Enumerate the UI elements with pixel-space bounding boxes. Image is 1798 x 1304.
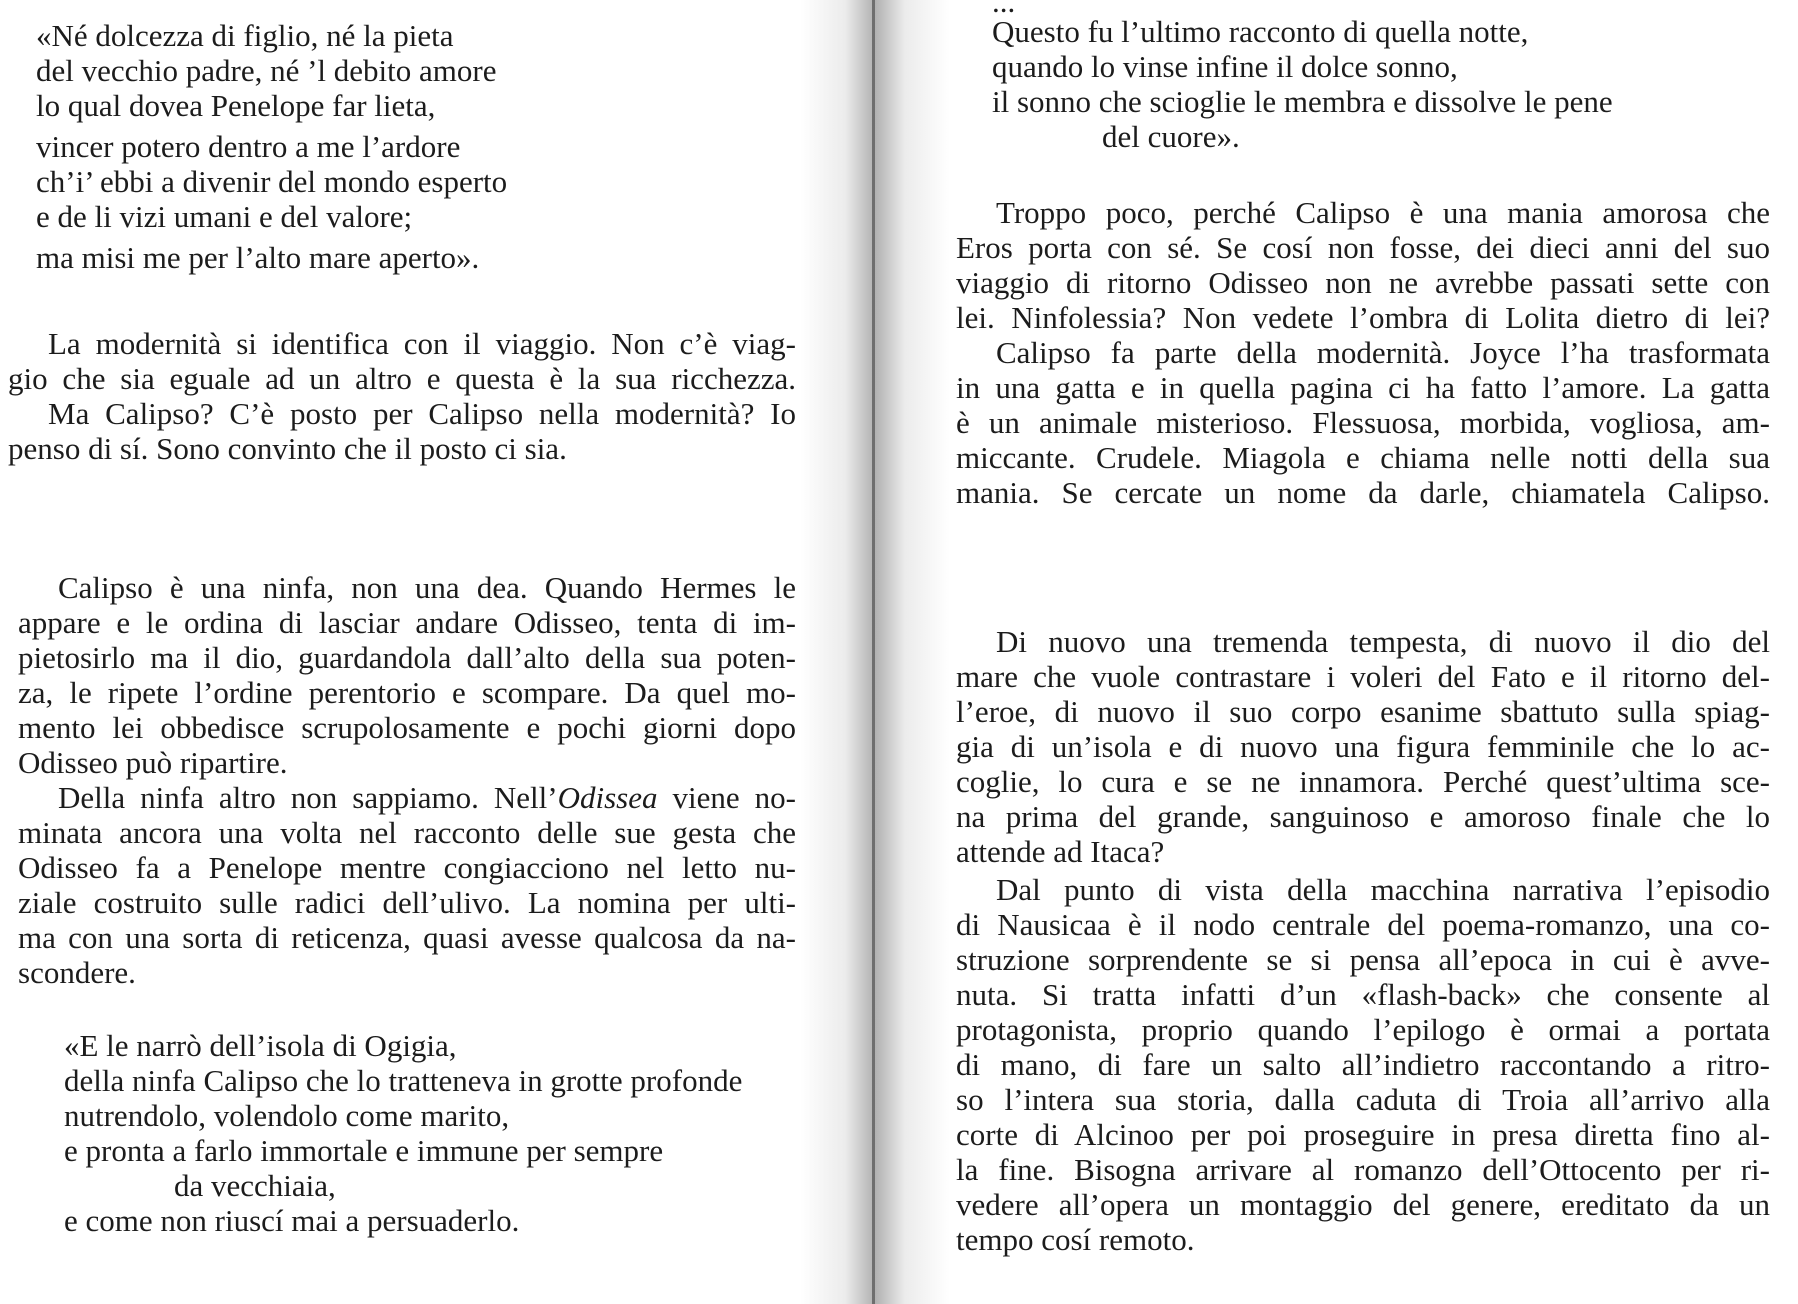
left-paragraph-2: [8, 396, 796, 466]
text-line: coglie, lo cura e se ne innamora. Perché quest’ultima sce-: [956, 764, 1770, 799]
text-line: tempo cosí remoto.: [956, 1222, 1195, 1257]
text-line: struzione sorprendente se si pensa all’epoca in cui è avve-: [956, 942, 1770, 977]
text-line: ma con una sorta di reticenza, quasi avesse qualcosa da na-: [18, 920, 796, 955]
text-line: Troppo poco, perché Calipso è una mania amorosa che: [996, 195, 1770, 230]
text-line: mento lei obbedisce scrupolosamente e pochi giorni dopo: [18, 710, 796, 745]
text-line: Odisseo può ripartire.: [18, 745, 288, 780]
text-run: Della ninfa altro non sappiamo. Nell’: [58, 780, 558, 815]
verse-line: ma misi me per l’alto mare aperto».: [36, 240, 480, 275]
verse-line: vincer potero dentro a me l’ardore: [36, 129, 461, 164]
verse-line: «E le narrò dell’isola di Ogigia,: [64, 1028, 457, 1063]
text-line: di mano, di fare un salto all’indietro raccontando a ritro-: [956, 1047, 1770, 1082]
text-line: mare che vuole contrastare i voleri del Fato e il ritorno del-: [956, 659, 1770, 694]
text-line: appare e le ordina di lasciar andare Odisseo, tenta di im-: [18, 605, 796, 640]
text-line: Calipso fa parte della modernità. Joyce l’ha trasformata: [996, 335, 1770, 370]
text-line: Ma Calipso? C’è posto per Calipso nella modernità? Io: [48, 396, 796, 431]
text-line: di Nausicaa è il nodo centrale del poema-romanzo, una co-: [956, 907, 1770, 942]
text-line: protagonista, proprio quando l’epilogo è ormai a portata: [956, 1012, 1770, 1047]
right-paragraph-4: [956, 872, 1770, 1257]
text-line: La modernità si identifica con il viaggio. Non c’è viag-: [48, 326, 796, 361]
text-line: vedere all’opera un montaggio del genere, ereditato da un: [956, 1187, 1770, 1222]
verse-line: del vecchio padre, né ’l debito amore: [36, 53, 497, 88]
text-line: l’eroe, di nuovo il suo corpo esanime sbattuto sulla spiag-: [956, 694, 1770, 729]
text-line: ziale costruito sulle radici dell’ulivo. La nomina per ulti-: [18, 885, 796, 920]
right-verse-1: [992, 14, 1613, 154]
text-line: Eros porta con sé. Se cosí non fosse, dei dieci anni del suo: [956, 230, 1770, 265]
text-line: pietosirlo ma il dio, guardandola dall’alto della sua poten-: [18, 640, 796, 675]
right-paragraph-2: [956, 335, 1770, 510]
left-paragraph-4: [18, 780, 796, 990]
text-line: attende ad Itaca?: [956, 834, 1165, 869]
text-line: miccante. Crudele. Miagola e chiama nelle notti della sua: [956, 440, 1770, 475]
verse-line: della ninfa Calipso che lo tratteneva in grotte profonde: [64, 1063, 743, 1098]
text-line: è un animale misterioso. Flessuosa, morbida, vogliosa, am-: [956, 405, 1770, 440]
text-line: so l’intera sua storia, dalla caduta di Troia all’arrivo alla: [956, 1082, 1770, 1117]
verse-line: quando lo vinse infine il dolce sonno,: [992, 49, 1458, 84]
ellipsis-mark: ...: [992, 0, 1016, 19]
left-paragraph-1: [8, 326, 796, 396]
verse-line: e de li vizi umani e del valore;: [36, 199, 413, 234]
left-verse-1: [36, 18, 507, 275]
text-run: viene no-: [657, 780, 796, 815]
text-line: minata ancora una volta nel racconto delle sue gesta che: [18, 815, 796, 850]
text-line: gia di un’isola e di nuovo una figura femminile che lo ac-: [956, 729, 1770, 764]
book-title-odissea: Odissea: [557, 780, 658, 815]
text-line: za, le ripete l’ordine perentorio e scompare. Da quel mo-: [18, 675, 796, 710]
left-paragraph-3: [18, 570, 796, 780]
text-line: Dal punto di vista della macchina narrativa l’episodio: [996, 872, 1770, 907]
right-page: [880, 0, 1798, 1304]
verse-line: ch’i’ ebbi a divenir del mondo esperto: [36, 164, 508, 199]
text-line: viaggio di ritorno Odisseo non ne avrebbe passati sette con: [956, 265, 1770, 300]
text-line: mania. Se cercate un nome da darle, chiamatela Calipso.: [956, 475, 1770, 510]
verse-line: del cuore».: [1102, 119, 1240, 154]
text-line: lei. Ninfolessia? Non vedete l’ombra di Lolita dietro di lei?: [956, 300, 1770, 335]
verse-line: il sonno che scioglie le membra e dissolve le pene: [992, 84, 1613, 119]
verse-line: lo qual dovea Penelope far lieta,: [36, 88, 436, 123]
right-paragraph-3: [956, 624, 1770, 869]
text-line: corte di Alcinoo per poi proseguire in presa diretta fino al-: [956, 1117, 1770, 1152]
text-line: gio che sia eguale ad un altro e questa è la sua ricchezza.: [8, 361, 796, 396]
text-line: scondere.: [18, 955, 136, 990]
text-line: la fine. Bisogna arrivare al romanzo dell’Ottocento per ri-: [956, 1152, 1770, 1187]
verse-line: «Né dolcezza di figlio, né la pieta: [36, 18, 454, 53]
verse-line: nutrendolo, volendolo come marito,: [64, 1098, 510, 1133]
left-page: [0, 0, 880, 1304]
text-line: [18, 780, 796, 815]
text-line: Di nuovo una tremenda tempesta, di nuovo il dio del: [996, 624, 1770, 659]
text-line: nuta. Si tratta infatti d’un «flash-back» che consente al: [956, 977, 1770, 1012]
verse-line: e pronta a farlo immortale e immune per sempre: [64, 1133, 664, 1168]
right-paragraph-1: [956, 195, 1770, 335]
text-line: na prima del grande, sanguinoso e amoroso finale che lo: [956, 799, 1770, 834]
text-line: Odisseo fa a Penelope mentre congiacciono nel letto nu-: [18, 850, 796, 885]
text-line: in una gatta e in quella pagina ci ha fatto l’amore. La gatta: [956, 370, 1770, 405]
verse-line: e come non riuscí mai a persuaderlo.: [64, 1203, 520, 1238]
left-verse-2: [64, 1028, 742, 1238]
text-line: penso di sí. Sono convinto che il posto ci sia.: [8, 431, 567, 466]
verse-line: Questo fu l’ultimo racconto di quella notte,: [992, 14, 1529, 49]
text-line: Calipso è una ninfa, non una dea. Quando Hermes le: [58, 570, 796, 605]
verse-line: da vecchiaia,: [174, 1168, 336, 1203]
